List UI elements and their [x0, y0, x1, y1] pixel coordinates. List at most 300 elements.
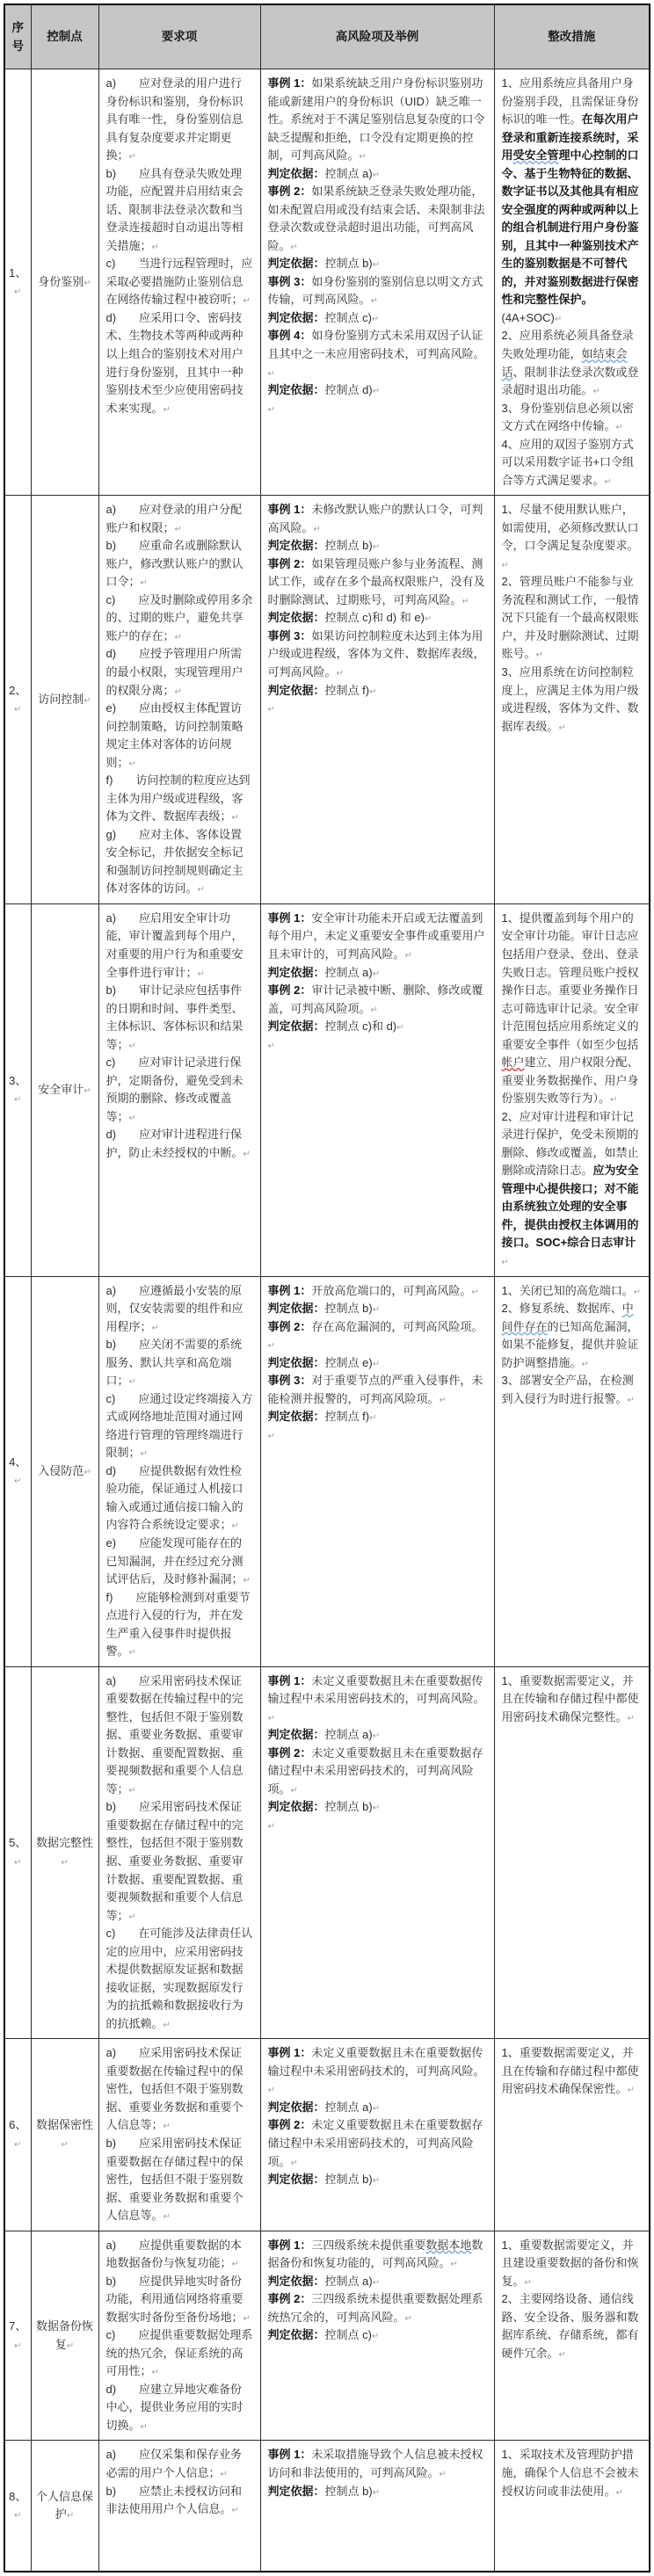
pilcrow-mark: ↵ [243, 1576, 251, 1586]
pilcrow-mark: ↵ [627, 1713, 635, 1723]
paragraph [502, 1108, 643, 1271]
pilcrow-mark: ↵ [163, 2020, 171, 2030]
text-segment: 判定依据： [267, 1410, 325, 1424]
text-segment: 控制点 c)和 d) 和 e) [324, 611, 425, 625]
paragraph [268, 1036, 487, 1055]
pilcrow-mark: ↵ [313, 524, 321, 534]
text-segment: b) 应关闭不需要的系统服务、默认共享和高危端口； [105, 1338, 243, 1388]
paragraph [106, 826, 253, 898]
text-segment: 8、 [9, 2489, 27, 2503]
paragraph [502, 1282, 643, 1301]
text-segment: 身份鉴别 [38, 274, 84, 288]
cell-index [4, 69, 31, 496]
text-segment: 安全审计功能未开启或无法覆盖到每个用户，未定义重要安全事件或重要用户且未审计的，可判高风险。 [267, 911, 485, 961]
cell-remediation [494, 2039, 650, 2231]
paragraph [8, 2488, 28, 2524]
table-row [4, 2441, 650, 2572]
pilcrow-mark: ↵ [424, 614, 432, 625]
paragraph [34, 273, 96, 292]
cell-control-point [31, 1666, 98, 2039]
text-segment: 未定义重要数据且未在重要数据传输过程中未采用密码技术的，可判高风险。 [267, 2046, 485, 2078]
paragraph [502, 1372, 643, 1408]
pilcrow-mark: ↵ [84, 1085, 91, 1096]
paragraph [106, 2381, 253, 2435]
text-segment: 控制点 a) [324, 965, 373, 979]
column-header-high-risk-examples: 高风险项及举例 [260, 4, 494, 69]
pilcrow-mark: ↵ [610, 1095, 618, 1106]
text-segment: 数据备份和恢复功能的，可判高风险。 [267, 2238, 483, 2270]
paragraph [106, 2135, 253, 2225]
cell-remediation [494, 1276, 650, 1666]
paragraph [106, 1126, 253, 1162]
paragraph [106, 645, 253, 700]
text-segment: 如果管理员账户参与业务流程、测试工作，或存在多个最高权限账户，没有及时删除测试、过期账号，可判高风险。 [267, 556, 485, 606]
text-segment: 事例 2： [267, 556, 312, 570]
text-segment: 事例 2： [267, 1319, 312, 1333]
column-header-remediation: 整改措施 [494, 4, 650, 69]
cell-control-point [31, 1276, 98, 1666]
pilcrow-mark: ↵ [267, 1713, 275, 1723]
text-segment: 控制点 a) [324, 166, 373, 180]
text-segment: b) 应重命名或删除默认账户，修改默认账户的默认口令； [105, 539, 243, 589]
text-segment: 如果访问控制粒度未达到主体为用户级或进程级，客体为文件、数据库表级，可判高风险。 [267, 628, 485, 678]
cell-control-point [31, 903, 98, 1276]
pilcrow-mark: ↵ [128, 1377, 136, 1388]
table-row [4, 2231, 650, 2441]
text-segment: d) 应提供数据有效性检验功能，保证通过人机接口输入或通过通信接口输入的内容符合系统设定要求； [105, 1463, 243, 1532]
table-row [4, 69, 650, 496]
cell-index [4, 1276, 31, 1666]
text-segment: 控制点 a) [324, 2274, 373, 2288]
paragraph [268, 964, 487, 983]
paragraph [268, 2171, 487, 2189]
paragraph [268, 1673, 487, 1727]
table-header [4, 4, 650, 69]
cell-remediation [494, 496, 650, 904]
pilcrow-mark: ↵ [439, 1395, 447, 1405]
paragraph [502, 2237, 643, 2291]
paragraph [502, 2290, 643, 2362]
pilcrow-mark: ↵ [604, 476, 612, 487]
pilcrow-mark: ↵ [267, 404, 275, 415]
paragraph [106, 2237, 253, 2273]
pilcrow-mark: ↵ [128, 1041, 136, 1051]
paragraph [502, 910, 643, 1108]
text-segment: 1、重要数据需要定义，并且在传输和存储过程中都使用密码技术确保保密性。 [501, 2046, 639, 2096]
paragraph [268, 501, 487, 537]
text-segment: 的已知高危漏洞，如果不能修复，提供并验证防护调整措施。 [501, 1319, 639, 1369]
text-segment: 控制点 c) [324, 2328, 372, 2342]
paragraph [106, 910, 253, 982]
text-segment: f) 应能够检测到对重要节点进行入侵的行为，并在发生严重入侵事件时提供报警。 [105, 1590, 251, 1658]
pilcrow-mark: ↵ [290, 2158, 298, 2168]
pilcrow-mark: ↵ [128, 1113, 136, 1123]
text-segment: 如果系统缺乏登录失败处理功能，如未配置启用或没有结束会话、未限制非法登录次数或登录超时退出功能，可判高风险。 [267, 185, 485, 252]
pilcrow-mark: ↵ [61, 1858, 69, 1868]
paragraph [502, 436, 643, 490]
text-segment: 安全审计 [38, 1082, 84, 1096]
pilcrow-mark: ↵ [371, 2332, 380, 2342]
text-segment: 判定依据： [267, 2484, 325, 2498]
paragraph [106, 75, 253, 165]
pilcrow-mark: ↵ [581, 1359, 589, 1369]
text-segment: 三四级系统未提供重要数据处理系统热冗余的，可判高风险。 [267, 2292, 483, 2324]
paragraph [268, 1300, 487, 1318]
text-segment: 控制点 f) [324, 1410, 370, 1424]
text-segment: 对于重要节点的严重入侵事件，未能检测并报警的，可判高风险项。 [267, 1374, 483, 1405]
text-segment: 未定义重要数据且未在重要数据传输过程中未采用密码技术的，可判高风险。 [267, 1673, 485, 1706]
pilcrow-mark: ↵ [372, 1359, 381, 1369]
paragraph [268, 2044, 487, 2099]
pilcrow-mark: ↵ [231, 813, 239, 824]
text-segment: 三四级系统未提供重要 [311, 2238, 426, 2252]
text-segment: 3、身份鉴别信息必须以密文方式在网络中传输。 [501, 401, 634, 433]
text-segment: 如身份鉴别的鉴别信息以明文方式传输，可判高风险。 [267, 274, 483, 307]
paragraph [268, 255, 487, 273]
pilcrow-mark: ↵ [197, 969, 205, 979]
paragraph [268, 700, 487, 718]
paragraph [268, 2237, 487, 2273]
cell-remediation [494, 1666, 650, 2039]
paragraph [106, 2326, 253, 2381]
text-segment: 1、提供覆盖到每个用户的安全审计功能。审计日志应包括用户登录、登出、登录失败日志。管理员账户授权操作日志。重要业务操作日志可筛选审计记录。安全审计范围包括应用系统定义的重要安全事件（如至少包括 [501, 911, 639, 1051]
pilcrow-mark: ↵ [14, 2340, 22, 2351]
table-row [4, 2039, 650, 2231]
text-segment: 如身份鉴别方式未采用双因子认证且其中之一未应用密码技术，可判高风险。 [267, 329, 485, 360]
paragraph [268, 2116, 487, 2171]
table-row [4, 1276, 650, 1666]
text-segment: 未定义重要数据且未在重要数据存储过程中未采用密码技术的，可判高风险项。 [267, 1745, 483, 1796]
paragraph [8, 1834, 28, 1870]
text-segment: 应为安全管理中心提供接口；对不能由系统独立处理的安全事件，提供由授权主体调用的接口。SOC+综合日志审计 [501, 1164, 639, 1250]
text-segment: c) 在可能涉及法律责任认定的应用中，应采用密码技术提供数据原发证据和数据接收证据，实现数据原发行为的抗抵赖和数据接收行为的抗抵赖。 [105, 1927, 253, 2030]
pilcrow-mark: ↵ [554, 314, 563, 324]
paragraph [106, 1589, 253, 1661]
table-row [4, 496, 650, 904]
text-segment: 建立、用户权限分配、重要业务数据操作、用户身份鉴别失败等行为）。 [501, 1056, 639, 1106]
paragraph [106, 501, 253, 537]
text-segment: 4、 [9, 1455, 27, 1469]
paragraph [268, 537, 487, 555]
pilcrow-mark: ↵ [140, 578, 148, 589]
paragraph [106, 1462, 253, 1535]
paragraph [268, 682, 487, 700]
cell-control-point [31, 2039, 98, 2231]
pilcrow-mark: ↵ [404, 950, 412, 961]
text-segment: 数据保密性 [35, 2118, 93, 2132]
pilcrow-mark: ↵ [14, 2139, 22, 2150]
text-segment: c) 应及时删除或停用多余的、过期的账户，避免共享账户的存在； [105, 592, 253, 642]
paragraph [268, 609, 487, 628]
pilcrow-mark: ↵ [84, 278, 91, 288]
pilcrow-mark: ↵ [359, 152, 367, 163]
cell-requirements [98, 496, 260, 904]
text-segment: 控制点 a) [324, 1728, 373, 1742]
text-segment: 存在高危漏洞的，可判高风险项。 [311, 1319, 483, 1333]
pilcrow-mark: ↵ [369, 686, 377, 697]
text-segment: 事例 1： [267, 1673, 312, 1687]
text-segment: 5、 [9, 1836, 27, 1850]
pilcrow-mark: ↵ [290, 242, 298, 252]
text-segment: f) 访问控制的粒度应达到主体为用户级或进程级，客体为文件、数据库表级； [105, 773, 251, 824]
pilcrow-mark: ↵ [243, 296, 251, 307]
text-segment: 判定依据： [267, 1728, 325, 1742]
cell-requirements [98, 903, 260, 1276]
pilcrow-mark: ↵ [396, 1023, 404, 1034]
compliance-table [4, 4, 650, 2572]
text-segment: 数据完整性 [35, 1836, 93, 1850]
text-segment: 访问控制 [38, 692, 84, 706]
paragraph [268, 1798, 487, 1817]
paragraph [106, 2483, 253, 2519]
text-segment: 2、应用系统必须具备登录失败处理功能， [501, 329, 634, 360]
paragraph [8, 265, 28, 301]
cell-control-point [31, 2441, 98, 2572]
text-segment: 受安全管 [512, 149, 559, 163]
paragraph [268, 2483, 487, 2501]
paragraph [268, 1817, 487, 1835]
text-segment: 判定依据： [267, 383, 325, 397]
pilcrow-mark: ↵ [501, 560, 509, 570]
text-segment: 判定依据： [267, 1020, 325, 1034]
text-segment: a) 应采用密码技术保证重要数据在传输过程中的完整性，包括但不限于鉴别数据、重要业务数据、重要审计数据、重要配置数据、重要视频数据和重要个人信息等； [105, 1673, 243, 1796]
text-segment: 事例 4： [267, 329, 312, 343]
paragraph [106, 1282, 253, 1337]
text-segment: 事例 2： [267, 1745, 312, 1760]
text-segment: 1、重要数据需要定义，并且在传输和存储过程中都使用密码技术确保完整性。 [501, 1673, 639, 1723]
pilcrow-mark: ↵ [220, 2470, 228, 2479]
text-segment: e) 应由授权主体配置访问控制策略，访问控制策略规定主体对客体的访问规则； [105, 701, 243, 769]
text-segment: 事例 2： [267, 2118, 312, 2132]
paragraph [268, 1282, 487, 1301]
text-segment: b) 应采用密码技术保证重要数据在存储过程中的完整性，包括但不限于鉴别数据、重要业务数据、重要审计数据、重要配置数据、重要视频数据和重要个人信息等； [105, 1800, 243, 1922]
pilcrow-mark: ↵ [372, 387, 381, 397]
pilcrow-mark: ↵ [231, 1521, 239, 1532]
paragraph [268, 910, 487, 964]
paragraph [268, 1426, 487, 1445]
pilcrow-mark: ↵ [267, 1821, 275, 1832]
text-segment: d) 应对审计进程进行保护，防止未经授权的中断。 [105, 1128, 243, 1159]
paragraph [106, 1798, 253, 1925]
pilcrow-mark: ↵ [243, 2313, 251, 2324]
text-segment: g) 应对主体、客体设置安全标记，并依据安全标记和强制访问控制规则确定主体对客体的访问。 [105, 827, 243, 896]
pilcrow-mark: ↵ [592, 387, 600, 397]
pilcrow-mark: ↵ [140, 2421, 148, 2432]
pilcrow-mark: ↵ [371, 314, 380, 324]
paragraph [106, 982, 253, 1054]
paragraph [268, 75, 487, 165]
cell-remediation [494, 903, 650, 1276]
paragraph [268, 309, 487, 328]
cell-requirements [98, 1666, 260, 2039]
cell-high-risk-examples [260, 903, 494, 1276]
paragraph [502, 1300, 643, 1372]
pilcrow-mark: ↵ [84, 1467, 91, 1477]
paragraph [106, 1673, 253, 1799]
pilcrow-mark: ↵ [372, 969, 381, 979]
text-segment: 判定依据： [267, 1302, 325, 1316]
text-segment: a) 应提供重要数据的本地数据备份与恢复功能； [105, 2238, 243, 2270]
text-segment: b) 审计记录应包括事件的日期和时间、事件类型、主体标识、客体标识和结果等； [105, 983, 243, 1051]
text-segment: 控制点 d) [324, 383, 373, 397]
text-segment: 判定依据： [267, 310, 325, 324]
cell-index [4, 2231, 31, 2441]
paragraph [106, 2446, 253, 2482]
text-segment: a) 应遵循最小安装的原则，仅安装需要的组件和应用程序； [105, 1283, 243, 1333]
pilcrow-mark: ↵ [267, 1341, 275, 1352]
cell-remediation [494, 69, 650, 496]
cell-high-risk-examples [260, 69, 494, 496]
pilcrow-mark: ↵ [128, 152, 136, 163]
text-segment: a) 应启用安全审计功能，审计覆盖到每个用户，对重要的用户行为和重要安全事件进行审计； [105, 911, 243, 979]
paragraph [502, 75, 643, 327]
pilcrow-mark: ↵ [163, 404, 171, 415]
pilcrow-mark: ↵ [633, 1287, 642, 1297]
paragraph [268, 2099, 487, 2117]
pilcrow-mark: ↵ [128, 1785, 136, 1796]
pilcrow-mark: ↵ [372, 2103, 381, 2114]
pilcrow-mark: ↵ [14, 1095, 22, 1106]
text-segment: 未修改默认账户的默认口令，可判高风险。 [267, 503, 483, 534]
pilcrow-mark: ↵ [231, 2506, 239, 2516]
pilcrow-mark: ↵ [558, 2349, 566, 2360]
text-segment: 控制点 b) [324, 2484, 373, 2498]
pilcrow-mark: ↵ [524, 2277, 532, 2288]
paragraph [34, 1081, 96, 1099]
text-segment: 1、尽量不使用默认账户，如需使用，必须修改默认口令，口令满足复杂度要求。 [501, 503, 639, 553]
cell-index [4, 496, 31, 904]
pilcrow-mark: ↵ [450, 2260, 458, 2270]
paragraph [34, 2488, 96, 2524]
paragraph [106, 537, 253, 591]
pilcrow-mark: ↵ [267, 1041, 275, 1051]
text-segment: 、限制非法登录次数或登录超时退出功能。 [501, 365, 639, 397]
text-segment: 事例 2： [267, 185, 312, 199]
text-segment: 未采取措施导致个人信息被未授权访问和非法使用的，可判高风险。 [267, 2448, 483, 2479]
text-segment: 数据本地 [425, 2238, 472, 2252]
pilcrow-mark: ↵ [372, 1731, 381, 1742]
pilcrow-mark: ↵ [163, 2122, 171, 2132]
paragraph [268, 2290, 487, 2326]
cell-index [4, 903, 31, 1276]
paragraph [8, 1454, 28, 1490]
paragraph [106, 1054, 253, 1126]
paragraph [268, 982, 487, 1018]
cell-requirements [98, 69, 260, 496]
column-header-index: 序号 [4, 4, 31, 69]
paragraph [268, 327, 487, 381]
pilcrow-mark: ↵ [372, 542, 381, 553]
paragraph [106, 2044, 253, 2135]
paragraph [106, 2273, 253, 2327]
table-body [4, 69, 650, 2572]
text-segment: b) 应提供异地实时备份功能，利用通信网络将重要数据实时备份至备份场地； [105, 2274, 243, 2324]
text-segment: c) 应提供重要数据处理系统的热冗余，保证系统的高可用性； [105, 2328, 253, 2378]
paragraph [268, 381, 487, 400]
text-segment: 判定依据： [267, 2173, 325, 2187]
column-header-requirements: 要求项 [98, 4, 260, 69]
pilcrow-mark: ↵ [615, 423, 623, 433]
cell-high-risk-examples [260, 2039, 494, 2231]
pilcrow-mark: ↵ [151, 2368, 159, 2378]
pilcrow-mark: ↵ [174, 632, 182, 642]
paragraph [502, 2446, 643, 2500]
pilcrow-mark: ↵ [336, 669, 344, 678]
text-segment: a) 应对登录的用户进行身份标识和鉴别，身份标识具有唯一性，身份鉴别信息具有复杂度要求并定期更换； [105, 76, 243, 163]
cell-requirements [98, 2231, 260, 2441]
paragraph [34, 2318, 96, 2354]
text-segment: 事例 1： [267, 911, 312, 925]
paragraph [502, 2044, 643, 2099]
text-segment: c) 应对审计记录进行保护，定期备份，避免受到未预期的删除、修改或覆盖等； [105, 1056, 243, 1123]
cell-high-risk-examples [260, 2441, 494, 2572]
paragraph [106, 700, 253, 772]
paragraph [106, 772, 253, 826]
text-segment: 1、重要数据需要定义，并且建设重要数据的备份和恢复。 [501, 2238, 639, 2288]
paragraph [8, 2116, 28, 2152]
text-segment: e) 应能发现可能存在的已知漏洞，并在经过充分测试评估后，及时修补漏洞； [105, 1535, 243, 1586]
text-segment: 判定依据： [267, 683, 325, 697]
pilcrow-mark: ↵ [627, 1395, 635, 1405]
pilcrow-mark: ↵ [267, 368, 275, 379]
pilcrow-mark: ↵ [151, 242, 159, 252]
text-segment: 帐户 [501, 1056, 525, 1070]
paragraph [268, 2273, 487, 2291]
pilcrow-mark: ↵ [174, 686, 182, 697]
text-segment: 判定依据： [267, 2274, 325, 2288]
text-segment: 2、管理员账户不能参与业务流程和测试工作，一般情况下只能有一个最高权限账户，并及时删除测试、过期账号。 [501, 575, 639, 661]
text-segment: c) 当进行远程管理时，应采取必要措施防止鉴别信息在网络传输过程中被窃听； [105, 257, 253, 307]
text-segment: 判定依据： [267, 2100, 325, 2114]
paragraph [8, 682, 28, 718]
text-segment: 2、主要网络设备、通信线路、安全设备、服务器和数据库系统、存储系统，都有硬件冗余。 [501, 2292, 639, 2360]
cell-high-risk-examples [260, 2231, 494, 2441]
paragraph [268, 555, 487, 610]
text-segment: 事例 3： [267, 1374, 312, 1388]
cell-index [4, 2441, 31, 2572]
table-row [4, 903, 650, 1276]
pilcrow-mark: ↵ [439, 2470, 447, 2479]
text-segment: 控制点 b) [324, 2173, 373, 2187]
pilcrow-mark: ↵ [372, 2487, 381, 2498]
text-segment: 判定依据： [267, 257, 325, 271]
pilcrow-mark: ↵ [163, 2212, 171, 2223]
text-segment: 未定义重要数据且未在重要数据存储过程中未采用密码技术的，可判高风险项。 [267, 2118, 483, 2168]
paragraph [268, 1726, 487, 1745]
pilcrow-mark: ↵ [14, 287, 22, 298]
cell-requirements [98, 1276, 260, 1666]
paragraph [34, 691, 96, 709]
pilcrow-mark: ↵ [535, 650, 543, 661]
paragraph [8, 1072, 28, 1108]
paragraph [106, 309, 253, 417]
pilcrow-mark: ↵ [128, 1912, 136, 1922]
text-segment: 控制点 b) [324, 1800, 373, 1814]
pilcrow-mark: ↵ [404, 2313, 412, 2324]
text-segment: 判定依据： [267, 539, 325, 553]
pilcrow-mark: ↵ [267, 1431, 275, 1441]
text-segment: 1、应用系统应具备用户身份鉴别手段，且需保证身份标识的唯一性。 [501, 76, 639, 127]
pilcrow-mark: ↵ [14, 705, 22, 715]
text-segment: 控制点 b) [324, 257, 373, 271]
text-segment: 事例 1： [267, 503, 312, 517]
paragraph [268, 183, 487, 255]
pilcrow-mark: ↵ [61, 2139, 69, 2150]
text-segment: 数据备份恢复 [35, 2319, 93, 2351]
table-row [4, 1666, 650, 2039]
paragraph [268, 628, 487, 682]
paragraph [106, 1336, 253, 1390]
